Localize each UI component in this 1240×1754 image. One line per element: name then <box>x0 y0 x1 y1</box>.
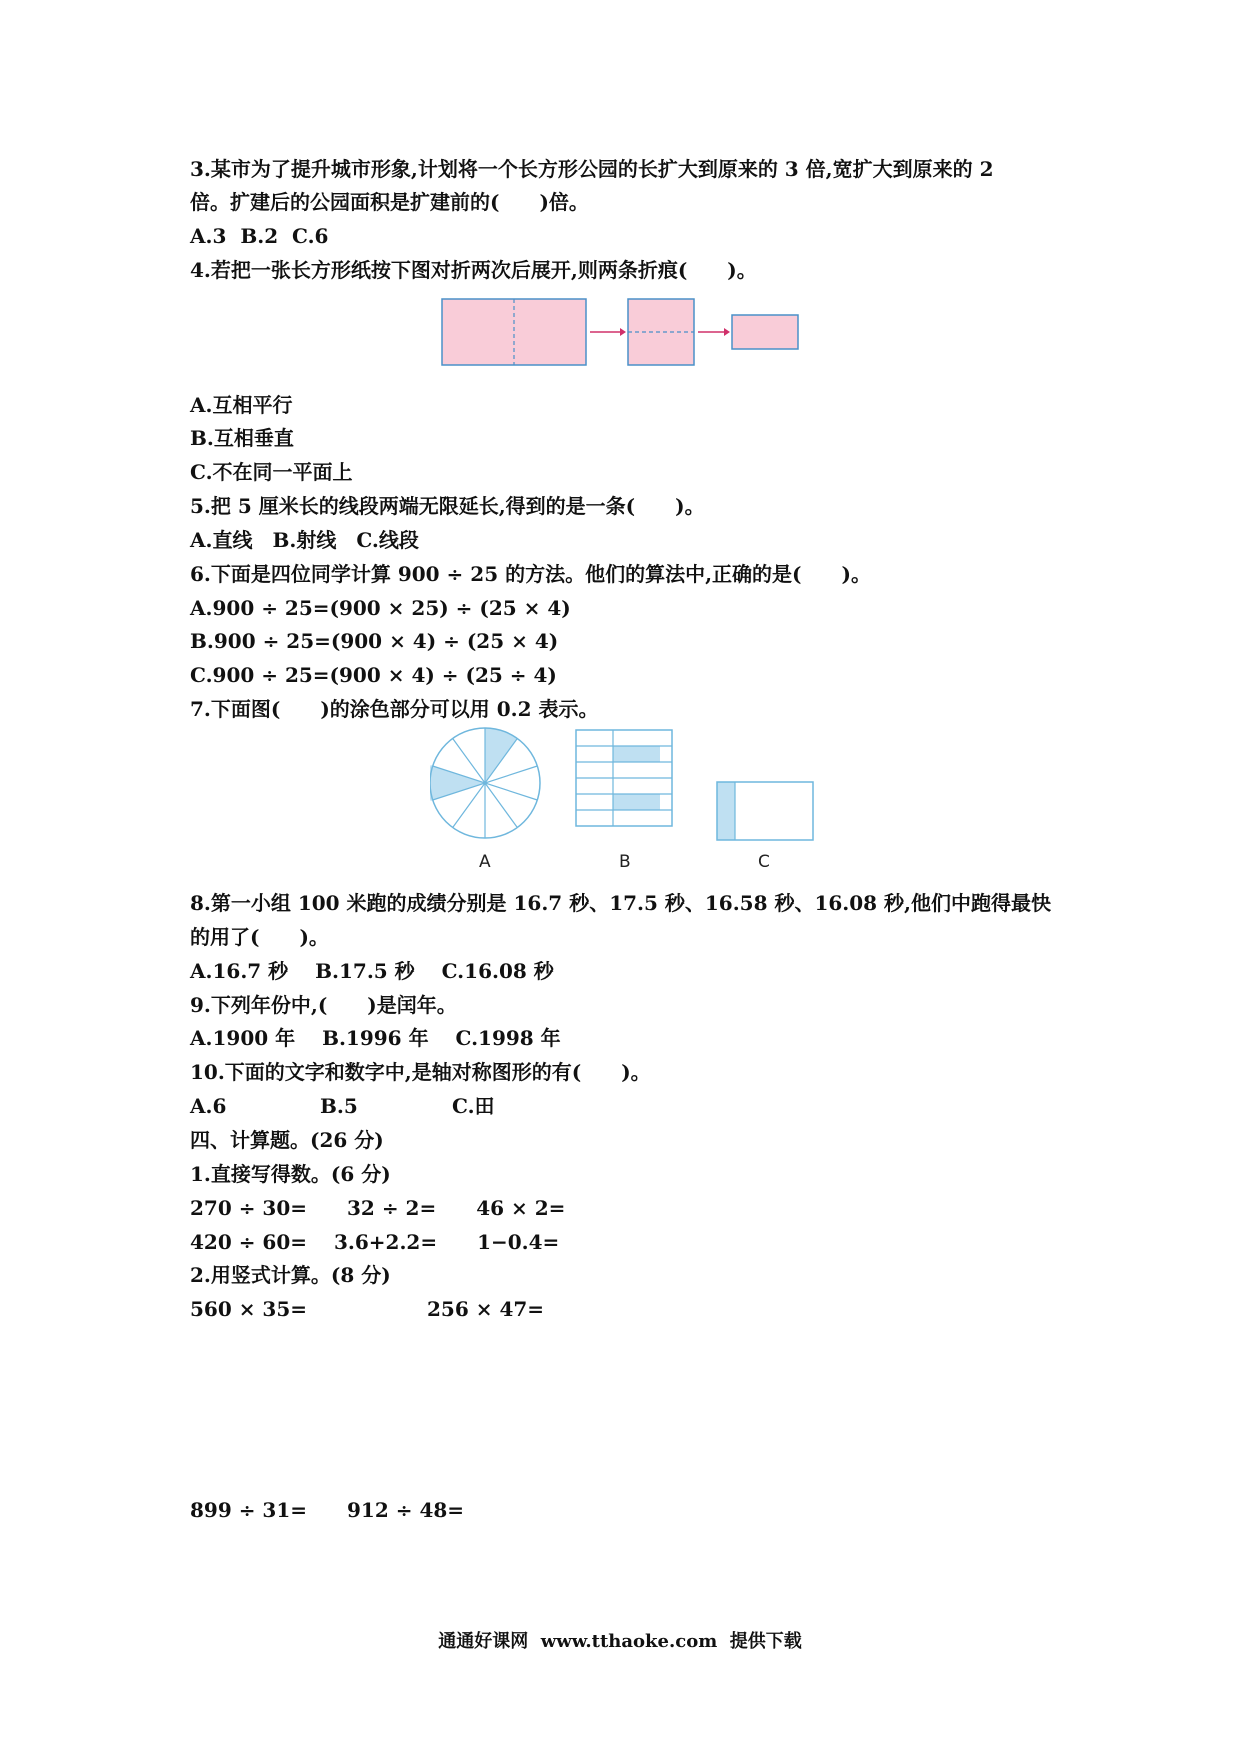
figure-c-rectangle <box>717 782 813 840</box>
q10-stem: 10.下面的文字和数字中,是轴对称图形的有( )。 <box>190 1060 651 1084</box>
q6-option-c: C.900 ÷ 25=(900 × 4) ÷ (25 ÷ 4) <box>190 663 557 687</box>
q3-options: A.3 B.2 C.6 <box>190 224 329 248</box>
calc-row-4: 899 ÷ 31= 912 ÷ 48= <box>190 1498 465 1522</box>
q10-option-b: B.5 <box>320 1094 358 1118</box>
calc-row-2: 420 ÷ 60= 3.6+2.2= 1−0.4= <box>190 1230 560 1254</box>
q10-option-c: C.田 <box>452 1094 495 1118</box>
q8-options: A.16.7 秒 B.17.5 秒 C.16.08 秒 <box>190 959 554 983</box>
q4-option-c: C.不在同一平面上 <box>190 460 353 484</box>
q5-stem: 5.把 5 厘米长的线段两端无限延长,得到的是一条( )。 <box>190 494 705 518</box>
q9-options: A.1900 年 B.1996 年 C.1998 年 <box>190 1026 561 1050</box>
q3-line2: 倍。扩建后的公园面积是扩建前的( )倍。 <box>190 190 589 214</box>
section4-part1-title: 1.直接写得数。(6 分) <box>190 1162 391 1186</box>
figure-a-shaded-sector-1 <box>485 728 517 783</box>
calc-row-1: 270 ÷ 30= 32 ÷ 2= 46 × 2= <box>190 1196 566 1220</box>
q9-stem: 9.下列年份中,( )是闰年。 <box>190 993 457 1017</box>
figure-a-shaded-sector-2 <box>430 765 485 801</box>
calc-row-3: 560 × 35= 256 × 47= <box>190 1297 545 1321</box>
figure-c-label: C <box>758 852 770 872</box>
q8-line1: 8.第一小组 100 米跑的成绩分别是 16.7 秒、17.5 秒、16.58 秒、16.08 秒,他们中跑得最快 <box>190 891 1052 915</box>
q8-line2: 的用了( )。 <box>190 925 329 949</box>
fraction-figures <box>430 726 820 842</box>
figure-c-shaded-strip <box>717 782 735 840</box>
q4-stem: 4.若把一张长方形纸按下图对折两次后展开,则两条折痕( )。 <box>190 258 757 282</box>
page-footer: 通通好课网 www.tthaoke.com 提供下载 <box>438 1631 802 1652</box>
paper-folded-twice <box>732 315 798 349</box>
q3-line1: 3.某市为了提升城市形象,计划将一个长方形公园的长扩大到原来的 3 倍,宽扩大到原来的 2 <box>190 157 994 181</box>
figure-a-label: A <box>479 852 491 872</box>
q6-option-a: A.900 ÷ 25=(900 × 25) ÷ (25 × 4) <box>190 596 571 620</box>
q7-stem: 7.下面图( )的涂色部分可以用 0.2 表示。 <box>190 697 599 721</box>
q4-option-a: A.互相平行 <box>190 393 293 417</box>
q5-options: A.直线 B.射线 C.线段 <box>190 528 419 552</box>
q6-stem: 6.下面是四位同学计算 900 ÷ 25 的方法。他们的算法中,正确的是( )。 <box>190 562 871 586</box>
figure-b-grid <box>576 730 672 826</box>
q4-option-b: B.互相垂直 <box>190 426 294 450</box>
section4-part2-title: 2.用竖式计算。(8 分) <box>190 1263 391 1287</box>
q10-option-a: A.6 <box>190 1094 227 1118</box>
figure-b-shaded-cell-2 <box>613 794 660 810</box>
figure-b-shaded-cell-1 <box>613 746 660 762</box>
section4-title: 四、计算题。(26 分) <box>190 1128 384 1152</box>
folding-paper-figure <box>440 296 810 370</box>
fold-arrow-2-head <box>724 328 730 336</box>
q6-option-b: B.900 ÷ 25=(900 × 4) ÷ (25 × 4) <box>190 629 559 653</box>
figure-b-label: B <box>619 852 631 872</box>
figure-a-circle <box>430 728 540 838</box>
fold-arrow-1-head <box>620 328 626 336</box>
